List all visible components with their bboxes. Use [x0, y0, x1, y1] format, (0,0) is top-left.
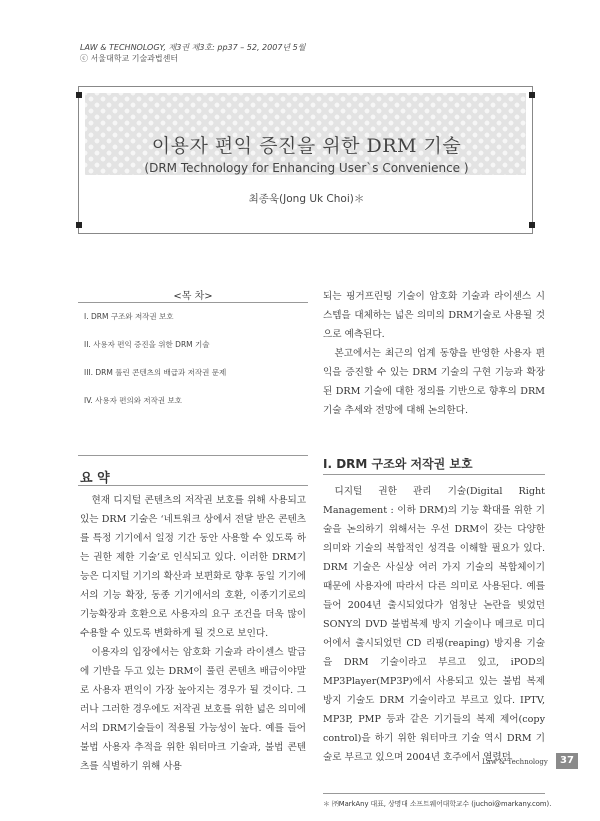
publisher-line: ⓒ 서울대학교 기술과법센터 — [80, 54, 179, 63]
divider — [78, 302, 308, 303]
divider — [323, 474, 545, 475]
author: 최종욱(Jong Uk Choi)＊ — [248, 193, 365, 205]
corner-square-icon — [529, 92, 535, 98]
toc-item: IV. 사용자 편의와 저작권 보호 — [84, 396, 182, 405]
footnote: ＊ ㈜MarkAny 대표, 상명대 소프트웨어대학교수 (juchoi@markany.com). — [323, 800, 552, 808]
section-body — [323, 482, 545, 767]
paragraph: 되는 핑거프린팅 기술이 암호화 기술과 라이센스 시스템을 대체하는 넓은 의미의 DRM기술로 사용될 것으로 예측된다. — [323, 291, 545, 340]
paragraph: 현재 디지털 콘텐츠의 저작권 보호를 위해 사용되고 있는 DRM 기술은 ‘네트워크 상에서 전달 받은 콘텐츠를 특정 기기에서 일정 기간 동안 사용할 수 있도록 하는 권한 제한 기술’로 인식되고 있다. 이러한 DRM기능은 디지털 기기의 확산과 보편화로 향후 동일 기기에서의 기능 확장, 동종 기기에서의 호환, 이종기기로의 기능확장과 호환으로 사용자의 요구 조건을 더욱 많이 수용할 수 있도록 변화하게 될 것으로 보인다. — [80, 495, 306, 639]
toc-item: III. DRM 풀린 콘텐츠의 배급과 저작권 문제 — [84, 368, 227, 377]
abstract-continuation — [323, 287, 545, 420]
journal-header: LAW & TECHNOLOGY, 제3권 제3호: pp37 – 52, 2007년 5월 — [80, 43, 306, 52]
divider — [323, 793, 545, 794]
journal-tag: Law & Technology — [482, 758, 548, 766]
paragraph: 디지털 권한 관리 기술(Digital Right Management : 이하 DRM)의 기능 확대를 위한 기술을 논의하기 위해서는 우선 DRM이 갖는 다양한 의미와 기술의 복합적인 성격을 이해할 필요가 있다. DRM 기술은 사실상 여러 가지 기술의 복합체이기 때문에 사용자에 따라서 다른 의미로 사용된다. 예를 들어 2004년 출시되었다가 엄청난 논란을 빚었던 SONY의 DVD 불법복제 방지 기술이나 메크로 미디어에서 출시되었던 CD 리핑(reaping) 방지용 기술을 DRM 기술이라고 부르고 있고, iPOD의 MP3Player(MP3P)에서 사용되고 있는 불법 복제 방지 기술도 DRM 기술이라고 부르고 있다. IPTV, MP3P, PMP 등과 같은 기기들의 복제 제어(copy control)을 하기 위한 워터마크 기술 역시 DRM 기술로 부르고 있으며 2004년 호주에서 열렸던 — [323, 486, 545, 763]
section-heading: I. DRM 구조와 저작권 보호 — [323, 457, 473, 471]
toc-item: I. DRM 구조와 저작권 보호 — [84, 312, 174, 321]
paper-title: 이용자 편익 증진을 위한 DRM 기술 — [151, 135, 462, 157]
divider — [78, 485, 308, 486]
abstract-heading: 요 약 — [80, 471, 110, 486]
table-of-contents — [78, 287, 308, 457]
corner-square-icon — [76, 222, 82, 228]
paragraph: 본고에서는 최근의 업계 동향을 반영한 사용자 편익을 증진할 수 있는 DRM 기술의 구현 기능과 확장된 DRM 기술에 대한 정의를 기반으로 향후의 DRM기술 추세와 전망에 대해 논의한다. — [323, 348, 545, 416]
paper-title-english: (DRM Technology for Enhancing User`s Convenience ) — [144, 161, 469, 175]
toc-heading: <목 차> — [173, 291, 213, 302]
title-box — [78, 86, 533, 234]
corner-square-icon — [529, 222, 535, 228]
paragraph: 이용자의 입장에서는 암호화 기술과 라이센스 발급에 기반을 두고 있는 DRM이 풀린 콘텐츠 배급이야말로 사용자 편익이 가장 높아지는 경우가 될 것이다. 그러나 그러한 경우에도 저작권 보호를 위한 넓은 의미에서의 DRM기술들이 적용될 가능성이 높다. 예를 들어 불법 사용자 추적을 위한 워터마크 기술과, 불법 콘텐츠를 식별하기 위해 사용 — [80, 647, 306, 772]
abstract-body — [80, 491, 306, 776]
divider — [78, 455, 308, 456]
corner-square-icon — [76, 92, 82, 98]
toc-item: II. 사용자 편익 증진을 위한 DRM 기술 — [84, 340, 210, 349]
page-number: 37 — [556, 753, 578, 769]
